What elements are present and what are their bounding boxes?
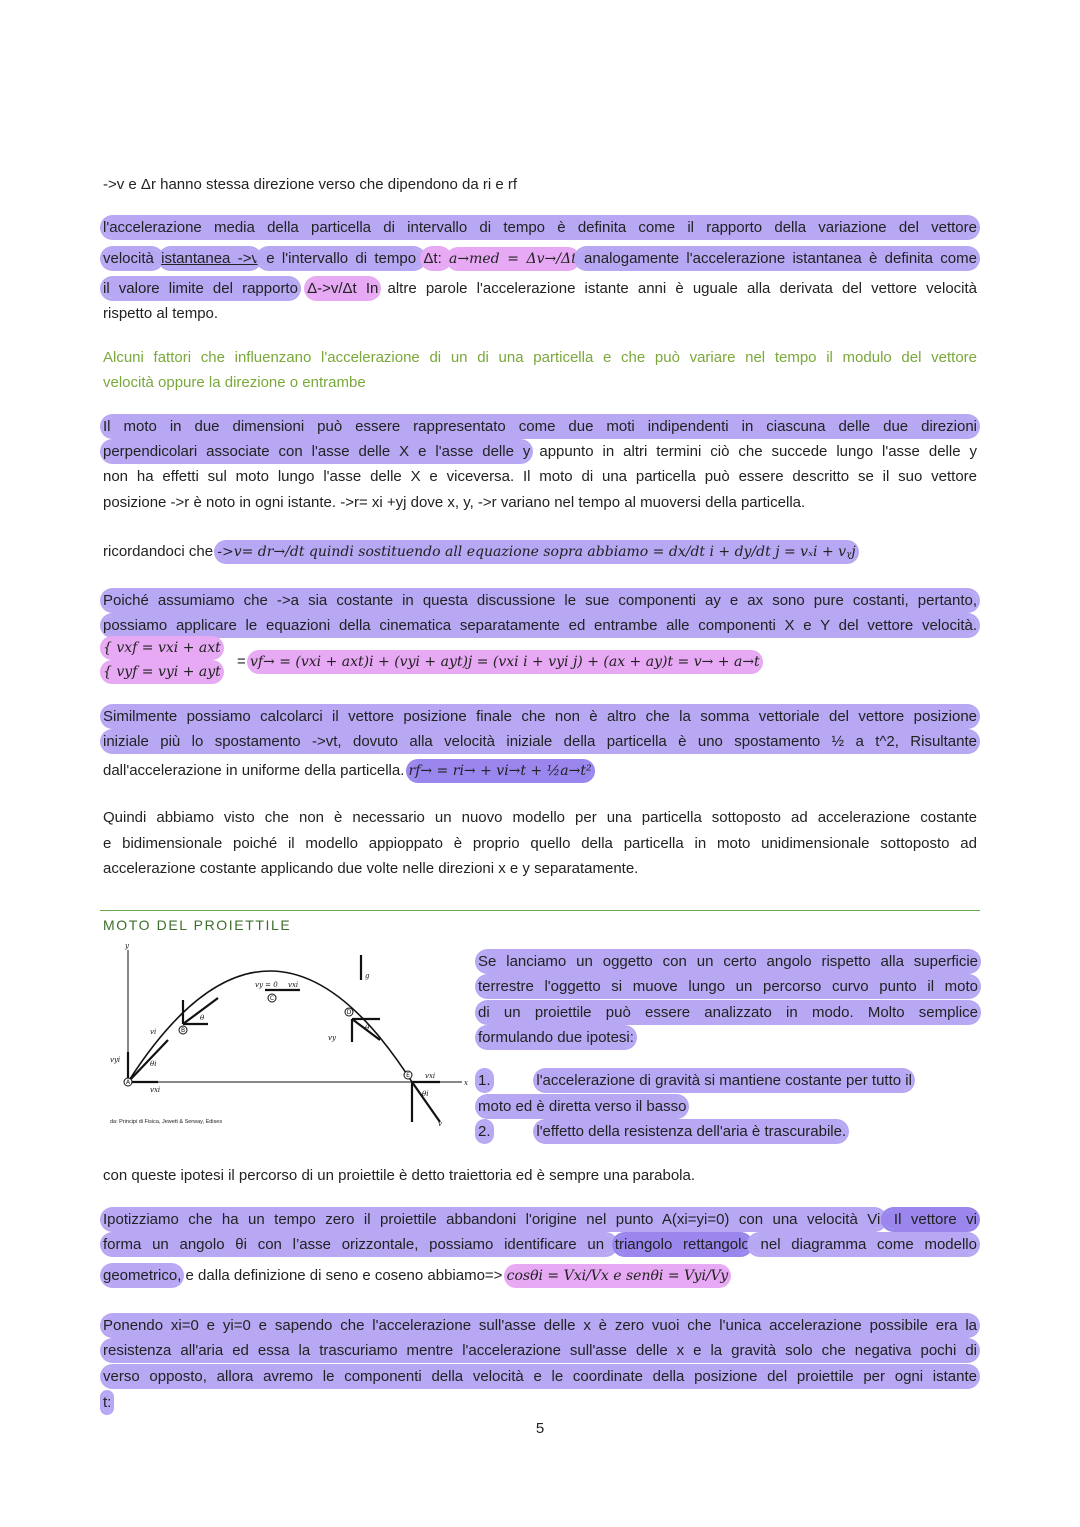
text-line: [103, 174, 977, 196]
formula: ->v= dr→/dt quindi sostituendo all equazione sopra abbiamo = dx/dt i + dy/dt j = vₓi + vᵧj: [217, 544, 856, 560]
text-line: [103, 590, 977, 612]
text-segment: appunto in altri termini ciò che succede lungo l'asse delle y: [530, 443, 977, 460]
point-b-label: B: [180, 1027, 186, 1034]
text-segment: [491, 1122, 537, 1141]
highlighted-text: formulando due ipotesi:: [478, 1029, 634, 1046]
text-line: [103, 441, 977, 463]
point-e-label: E: [406, 1072, 410, 1079]
text-line: [103, 833, 977, 855]
text-line: [478, 951, 978, 973]
highlighted-text: resistenza all'aria ed essa la trascuriamo mentre l'accelerazione sull'asse delle x e la gravità solo che negativa pochi di: [103, 1342, 977, 1359]
text-segment: =: [237, 653, 250, 670]
highlighted-text: Δ->v/Δt In: [307, 280, 379, 297]
highlighted-text: l'accelerazione di gravità si mantiene costante per tutto il: [536, 1072, 912, 1089]
text-line: [478, 1027, 978, 1049]
point-d-label: D: [346, 1009, 352, 1016]
label-vi: vi: [150, 1028, 157, 1036]
text-segment: Quindi abbiamo visto che non è necessario un nuovo modello per una particella sottoposto ad accelerazione costante: [103, 809, 977, 826]
highlighted-text: Il vettore vi: [884, 1211, 977, 1228]
highlighted-text: Similmente possiamo calcolarci il vettore posizione finale che non è altro che la somma vettoriale del vettore posizione: [103, 708, 977, 725]
text-line: [478, 1121, 978, 1143]
label-theta-i: θi: [150, 1060, 157, 1068]
text-line: [103, 1209, 977, 1231]
text-line: [103, 731, 977, 753]
highlighted-text: Ponendo xi=0 e yi=0 e sapendo che l'accelerazione sull'asse delle x è zero vuoi che l'unica accelerazione possibile era la: [103, 1317, 977, 1334]
highlighted-text: Poiché assumiamo che ->a sia costante in questa discussione le sue componenti ay e ax sono pure costanti, pertanto,: [103, 592, 977, 609]
label-vyi: vyi: [110, 1056, 121, 1064]
text-line: [103, 637, 243, 659]
diagram-caption: da: Principi di Fisica, Jewett & Serway, Edises: [110, 1119, 223, 1125]
text-segment: [491, 1071, 537, 1090]
vi-arrow: [128, 1040, 168, 1082]
highlighted-text: Δt:: [423, 250, 450, 267]
highlighted-text: analogamente l'accelerazione istantanea è definita come: [576, 250, 977, 267]
section-heading: MOTO DEL PROIETTILE: [103, 917, 292, 933]
text-line: [103, 492, 977, 514]
text-line: [237, 651, 877, 673]
text-line: [103, 372, 977, 394]
highlighted-text: 1.: [478, 1072, 491, 1089]
highlighted-text: nel diagramma come modello: [749, 1236, 977, 1253]
text-line: [103, 706, 977, 728]
text-segment: [298, 279, 307, 298]
highlighted-text: iniziale più lo spostamento ->vt, dovuto alla velocità iniziale della particella è uno spostamento ½ a t^2, Risultante: [103, 733, 977, 750]
text-segment: e dalla definizione di seno e coseno abbiamo=>: [181, 1267, 507, 1284]
highlighted-text: verso opposto, allora avremo le componenti della velocità e le coordinate della posizione del proiettile per ogni istante: [103, 1368, 977, 1385]
text-line: [103, 217, 977, 239]
section-divider: [100, 910, 980, 911]
text-line: [103, 416, 977, 438]
highlighted-text: di un proiettile può essere analizzato in modo. Molto semplice: [478, 1004, 978, 1021]
text-line: [103, 1392, 977, 1414]
text-segment: altre parole l'accelerazione istante anni è uguale alla derivata del vettore velocità: [378, 280, 978, 297]
text-segment: accelerazione costante applicando due volte nelle direzioni x e y separatamente.: [103, 860, 639, 877]
point-c-label: C: [269, 995, 275, 1002]
label-vxi-e: vxi: [425, 1072, 436, 1080]
highlighted-text: moto ed è diretta verso il basso: [478, 1098, 687, 1115]
text-line: [478, 1002, 978, 1024]
text-segment: ricordandoci che: [103, 543, 218, 560]
text-line: [478, 1096, 978, 1118]
text-line: [103, 858, 977, 880]
formula: { vyf = vyi + ayt: [103, 664, 221, 680]
text-line: [103, 1234, 977, 1256]
highlighted-text: perpendicolari associate con l'asse delle X e l'asse delle y: [103, 443, 531, 460]
text-line: [478, 976, 978, 998]
text-segment: dall'accelerazione in uniforme della particella.: [103, 762, 409, 779]
label-theta-e: θi: [422, 1090, 429, 1098]
highlighted-text: l'accelerazione media della particella di intervallo di tempo è definita come il rapporto della variazione del vettore: [103, 219, 977, 236]
formula: { vxf = vxi + axt: [103, 640, 221, 656]
label-y: y: [125, 942, 129, 950]
text-segment: rispetto al tempo.: [103, 305, 219, 322]
highlighted-text: e l'intervallo di tempo: [258, 250, 424, 267]
highlighted-text: velocità: [103, 250, 162, 267]
text-line: [103, 615, 977, 637]
highlighted-text: Ipotizziamo che ha un tempo zero il proiettile abbandoni l'origine nel punto A(xi=yi=0) con una velocità Vi.: [103, 1211, 885, 1228]
formula: cosθi = Vxi/Vx e senθi = Vyi/Vy: [506, 1268, 729, 1284]
highlighted-text: triangolo rettangolo: [614, 1236, 750, 1253]
text-segment: posizione ->r è noto in ogni istante. ->r= xi +yj dove x, y, ->r variano nel tempo al muoversi della particella.: [103, 494, 806, 511]
text-line: [103, 278, 977, 300]
text-line: [103, 1165, 977, 1187]
formula: a→med = Δv→/Δt: [449, 251, 577, 267]
highlighted-text: Se lanciamo un oggetto con un certo angolo rispetto alla superficie: [478, 953, 978, 970]
label-vy0: vy = 0: [255, 981, 278, 989]
label-g: g: [365, 972, 370, 980]
text-line: [103, 303, 977, 325]
text-line: [103, 1340, 977, 1362]
text-segment: ->v e Δr hanno stessa direzione verso che dipendono da ri e rf: [103, 176, 518, 193]
page-number: 5: [535, 1420, 545, 1437]
text-line: [103, 541, 977, 563]
highlighted-text: 2.: [478, 1123, 491, 1140]
label-v-e: v: [438, 1120, 442, 1128]
label-theta-d: θ: [365, 1024, 370, 1032]
highlighted-text: il valore limite del rapporto: [103, 280, 298, 297]
formula: rf→ = ri→ + vi→t + ½a→t²: [408, 763, 592, 779]
text-line: [103, 661, 243, 683]
highlighted-text: forma un angolo θi con l’asse orizzontale, possiamo identificare un: [103, 1236, 615, 1253]
text-line: [103, 760, 977, 782]
highlighted-text: l'effetto della resistenza dell'aria è trascurabile.: [536, 1123, 847, 1140]
text-segment: velocità oppure la direzione o entrambe: [103, 374, 366, 391]
highlighted-text: terrestre l'oggetto si muove lungo un percorso curvo punto il moto: [478, 978, 978, 995]
label-theta-b: θ: [200, 1014, 205, 1022]
text-segment: e bidimensionale poiché il modello appioppato è proprio quello della particella in moto unidimensionale sottoposto ad: [103, 835, 977, 852]
highlighted-text: possiamo applicare le equazioni della cinematica separatamente ed entrambe alle componenti X e Y del vettore velocità.: [103, 617, 977, 634]
highlighted-text: t:: [103, 1394, 112, 1411]
highlighted-text: Il moto in due dimensioni può essere rappresentato come due moti indipendenti in ciascuna delle due direzioni: [103, 418, 977, 435]
formula: vf→ = (vxi + axt)i + (vyi + ayt)j = (vxi i + vyi j) + (ax + ay)t = v→ + a→t: [249, 654, 760, 670]
label-vxi-top: vxi: [288, 981, 299, 989]
text-segment: con queste ipotesi il percorso di un proiettile è detto traiettoria ed è sempre una parabola.: [103, 1167, 696, 1184]
text-line: [103, 1315, 977, 1337]
text-segment: Alcuni fattori che influenzano l'accelerazione di un di una particella e che può variare nel tempo il modulo del vettore: [103, 349, 977, 366]
highlighted-text: istantanea ->v: [161, 250, 259, 267]
text-segment: non ha effetti sul moto lungo l'asse delle X e viceversa. Il moto di una particella può essere descritto se il suo vettore: [103, 468, 977, 485]
text-line: [103, 1366, 977, 1388]
text-line: [103, 807, 977, 829]
label-vy-d: vy: [328, 1034, 336, 1042]
projectile-motion-diagram: [100, 940, 470, 1140]
label-x: x: [464, 1079, 468, 1087]
text-line: [103, 1265, 977, 1287]
label-vxi-a: vxi: [150, 1086, 161, 1094]
text-line: [103, 248, 977, 270]
text-line: [478, 1070, 978, 1092]
point-a-label: A: [125, 1079, 131, 1086]
text-line: [103, 466, 977, 488]
text-line: [103, 347, 977, 369]
highlighted-text: geometrico,: [103, 1267, 182, 1284]
